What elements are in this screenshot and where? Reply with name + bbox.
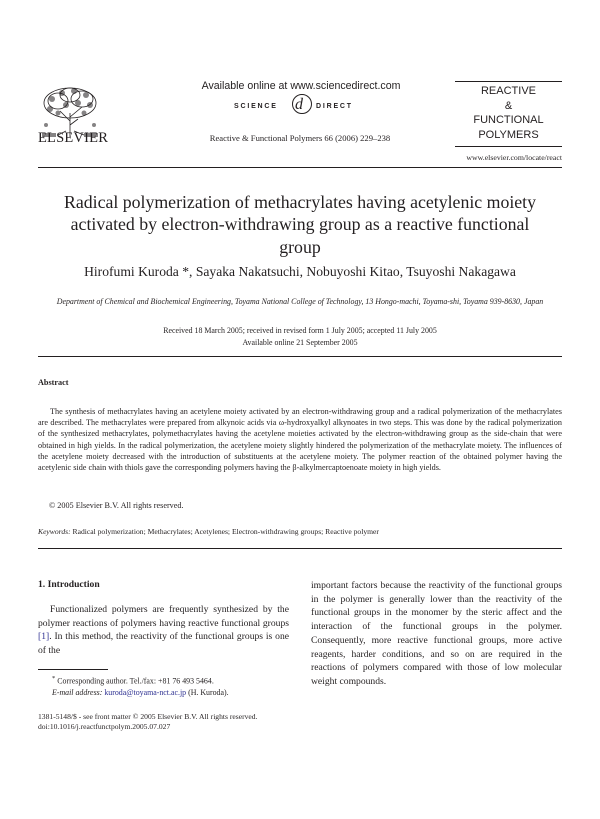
- email-label: E-mail address:: [52, 687, 103, 697]
- issn-line: 1381-5148/$ - see front matter © 2005 Elsevier B.V. All rights reserved.: [38, 712, 258, 721]
- journal-url[interactable]: www.elsevier.com/locate/react: [466, 153, 562, 162]
- online-date: Available online 21 September 2005: [242, 337, 358, 347]
- email-link[interactable]: kuroda@toyama-nct.ac.jp: [104, 687, 187, 697]
- keywords-line: [38, 527, 562, 536]
- author-affiliation: Department of Chemical and Biochemical Engineering, Toyama National College of Technology, 13 Hongo-machi, Toyama-shi, Toyama 939-8630, Japan: [56, 297, 544, 306]
- abstract-paragraph: The synthesis of methacrylates having an acetylene moiety activated by an electron-withdrawing group and a radical polymerization of the methacrylates are described. The methacrylates were prepared from alkynoic acids via ω-hydroxyalkyl alkynoates in two steps. This was done by the radical polymerization of the synthesized methacrylates, polymethacrylates having the acetylene moieties activated by the electron-withdrawing group as the side-chain that were obtained in high yields. In the radical polymerization, the acetylene moiety slightly hindered the polymerization of the methacrylate moiety. The influences of the acetylene moiety decreased with the introduction of substituents at the acetylene moiety. The polymer reaction of the obtained polymer having the acetylenic side chain with thiols gave the corresponding polymers having the β-alkylmercaptoenoate moiety in high yields.: [38, 407, 562, 473]
- author-list: Hirofumi Kuroda *, Sayaka Nakatsuchi, Nobuyoshi Kitao, Tsuyoshi Nakagawa: [84, 264, 516, 279]
- keywords-list: Radical polymerization; Methacrylates; Acetylenes; Electron-withdrawing groups; Reactive polymer: [72, 527, 379, 536]
- sd-logo-left-text: SCIENCE: [234, 103, 278, 110]
- header-divider: [38, 167, 562, 168]
- publisher-name: ELSEVIER: [38, 130, 109, 146]
- footnote-corresponding: Corresponding author. Tel./fax: +81 76 493 5464.: [57, 676, 214, 686]
- received-dates: Received 18 March 2005; received in revised form 1 July 2005; accepted 11 July 2005: [163, 326, 437, 335]
- abstract-top-divider: [38, 356, 562, 357]
- intro-text-start: Functionalized polymers are frequently synthesized by the polymer reactions of polymers having reactive functional groups: [38, 604, 289, 629]
- email-suffix: (H. Kuroda).: [186, 687, 229, 697]
- doi-line[interactable]: doi:10.1016/j.reactfunctpolym.2005.07.027: [38, 722, 171, 731]
- footnote-divider: [38, 669, 108, 670]
- footnote-marker: *: [52, 675, 56, 682]
- article-title: Radical polymerization of methacrylates having acetylenic moiety activated by electron-withdrawing group as a reactive functional group: [63, 192, 536, 257]
- keywords-label: Keywords:: [38, 527, 71, 536]
- sd-logo-right-text: DIRECT: [316, 103, 353, 110]
- body-left-column: [38, 603, 289, 658]
- abstract-text: [38, 406, 562, 473]
- body-right-column: [311, 579, 562, 689]
- intro-text-end: . In this method, the reactivity of the functional groups is one of the: [38, 631, 289, 657]
- abstract-bottom-divider: [38, 548, 562, 549]
- journal-citation: Reactive & Functional Polymers 66 (2006) 229–238: [209, 133, 391, 143]
- corresponding-author-footnote: [38, 673, 289, 698]
- abstract-copyright: © 2005 Elsevier B.V. All rights reserved.: [49, 501, 184, 510]
- section-heading-introduction: 1. Introduction: [38, 579, 100, 590]
- journal-title: REACTIVE & FUNCTIONAL POLYMERS: [473, 85, 544, 142]
- svg-text:d: d: [295, 96, 303, 113]
- sciencedirect-logo: [232, 92, 372, 116]
- footnote-line-1: [38, 673, 289, 687]
- intro-paragraph: [38, 603, 289, 658]
- article-dates: [100, 325, 500, 348]
- right-column-paragraph: important factors because the reactivity of the functional groups in the polymer is generally lower than the reactivity of the functional groups in the monomer by the steric affect and the interaction of the functional groups in the polymer. Consequently, more reactive functional groups, more active reagents, harder conditions, and so on are required in the reactions of polymers compared with those of low molecular weight compounds.: [311, 580, 562, 687]
- citation-link[interactable]: [1]: [38, 631, 50, 643]
- abstract-heading: Abstract: [38, 378, 69, 387]
- footnote-line-2: [38, 687, 289, 698]
- available-online-text: Available online at www.sciencedirect.com: [201, 80, 401, 92]
